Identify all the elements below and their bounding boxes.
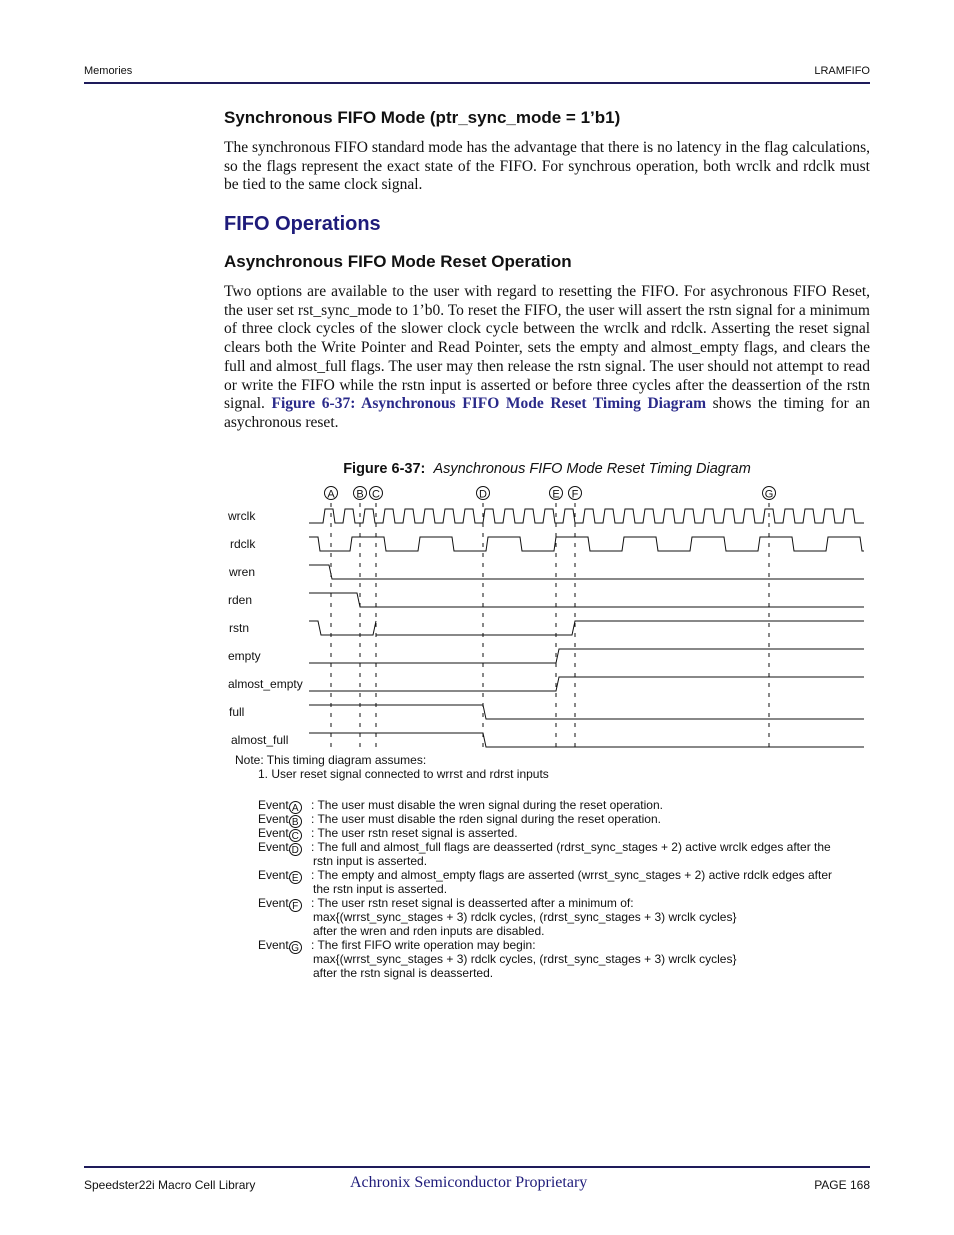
event-id-badge: G	[289, 941, 302, 954]
event-marker-label-a: A	[327, 488, 335, 501]
diagram-note-title: Note: This timing diagram assumes:	[235, 753, 427, 767]
event-description-text	[313, 896, 858, 938]
waveform-almost-full	[309, 733, 864, 747]
event-description-line: : The user must disable the rden signal during the reset operation.	[311, 812, 661, 826]
event-marker-label-f: F	[571, 488, 579, 501]
event-markers	[325, 487, 776, 501]
event-description-c	[258, 826, 858, 840]
event-description-text	[313, 798, 858, 812]
event-description-d	[258, 840, 858, 868]
waveform-almost-empty	[309, 677, 864, 691]
event-description-a	[258, 798, 858, 812]
reset-operation-heading: Asynchronous FIFO Mode Reset Operation	[224, 252, 572, 271]
event-description-f	[258, 896, 858, 938]
event-description-line: after the rstn signal is deasserted.	[313, 966, 494, 980]
event-word: Event	[258, 868, 289, 882]
signal-label-rden: rden	[228, 593, 253, 607]
waveform-wrclk	[309, 509, 864, 523]
event-marker-label-e: E	[552, 488, 560, 501]
footer-rule	[84, 1166, 870, 1168]
reset-paragraph-text-end: shows the timing for an asychronous reset.	[224, 395, 871, 431]
event-word: Event	[258, 812, 289, 826]
event-description-e	[258, 868, 858, 896]
event-description-line: : The user must disable the wren signal during the reset operation.	[311, 798, 663, 812]
signal-labels	[227, 509, 303, 747]
event-marker-label-b: B	[356, 488, 364, 501]
waveform-empty	[309, 649, 864, 663]
event-description-line: : The full and almost_full flags are deasserted (rdrst_sync_stages + 2) active wrclk edges after the	[311, 840, 831, 854]
waveform-rstn	[309, 621, 864, 635]
waveform-wren	[309, 565, 864, 579]
figure-cross-reference-link[interactable]: Figure 6-37: Asynchronous FIFO Mode Reset Timing Diagram	[271, 395, 706, 413]
footer-proprietary-notice: Achronix Semiconductor Proprietary	[350, 1174, 588, 1191]
sync-mode-heading: Synchronous FIFO Mode (ptr_sync_mode = 1’b1)	[224, 108, 621, 127]
event-description-text	[313, 938, 858, 980]
event-description-text	[313, 826, 858, 840]
event-id-badge: B	[289, 815, 302, 828]
figure-title: Asynchronous FIFO Mode Reset Timing Diagram	[433, 461, 751, 477]
signal-label-full: full	[229, 705, 245, 719]
signal-label-empty: empty	[228, 649, 261, 663]
event-word: Event	[258, 798, 289, 812]
event-description-line: : The user rstn reset signal is deasserted after a minimum of:	[311, 896, 634, 910]
event-marker-label-d: D	[479, 488, 487, 501]
waveform-rden	[309, 593, 864, 607]
sync-mode-paragraph: The synchronous FIFO standard mode has the advantage that there is no latency in the flag calculations, so the flags represent the exact state of the FIFO. For synchrous operation, both wrclk and rdclk must be tied to the same clock signal.	[224, 139, 870, 194]
event-word: Event	[258, 896, 289, 910]
figure-number: Figure 6-37:	[343, 461, 426, 477]
event-description-b	[258, 812, 858, 826]
event-description-line: : The empty and almost_empty flags are asserted (wrrst_sync_stages + 2) active rdclk edges after	[311, 868, 833, 882]
event-marker-label-c: C	[372, 488, 380, 501]
event-id-badge: C	[289, 829, 302, 842]
signal-label-wren: wren	[229, 565, 256, 579]
reset-paragraph-text: Two options are available to the user with regard to resetting the FIFO. For asychronous FIFO Reset, the user set rst_sync_mode to 1’b0. To reset the FIFO, the user will assert the rstn signal for a minimum of three clock cycles of the slower clock cycle between the wrclk and rdclk. Asserting the reset signal clears both the Write Pointer and Read Pointer, sets the empty and almost_empty flags, and clears the full and almost_full flags. The user may then release the rstn signal. The user should not attempt to read or write the FIFO while the rstn input is asserted or before three cycles after the deassertion of the rstn signal.	[224, 283, 870, 413]
event-id-badge: E	[289, 871, 302, 884]
event-description-g	[258, 938, 858, 980]
waveform-rdclk	[309, 537, 864, 551]
event-description-line: max{(wrrst_sync_stages + 3) rdclk cycles, (rdrst_sync_stages + 3) wrclk cycles}	[313, 952, 737, 966]
footer-page-number: PAGE 168	[814, 1178, 870, 1192]
signal-label-rdclk: rdclk	[230, 537, 256, 551]
signal-label-rstn: rstn	[229, 621, 250, 635]
event-word: Event	[258, 826, 289, 840]
running-header-section: Memories	[84, 65, 133, 77]
footer-product-name: Speedster22i Macro Cell Library	[84, 1178, 256, 1192]
event-description-line: after the wren and rden inputs are disabled.	[313, 924, 545, 938]
event-description-line: the rstn input is asserted.	[313, 882, 448, 896]
waveforms	[309, 509, 864, 747]
fifo-operations-heading: FIFO Operations	[224, 213, 381, 235]
running-header-topic: LRAMFIFO	[814, 65, 870, 77]
event-id-badge: F	[289, 899, 302, 912]
event-description-line: : The first FIFO write operation may begin:	[311, 938, 536, 952]
event-description-text	[313, 812, 858, 826]
event-id-badge: A	[289, 801, 302, 814]
waveform-full	[309, 705, 864, 719]
event-description-line: : The user rstn reset signal is asserted.	[311, 826, 518, 840]
event-description-line: rstn input is asserted.	[313, 854, 428, 868]
diagram-note-item: 1. User reset signal connected to wrrst and rdrst inputs	[258, 767, 549, 781]
event-description-line: max{(wrrst_sync_stages + 3) rdclk cycles, (rdrst_sync_stages + 3) wrclk cycles}	[313, 910, 737, 924]
event-guide-lines	[331, 503, 769, 750]
event-marker-label-g: G	[764, 488, 774, 501]
signal-label-almost-empty: almost_empty	[228, 677, 303, 691]
event-word: Event	[258, 840, 289, 854]
event-description-text	[313, 840, 858, 868]
signal-label-almost-full: almost_full	[231, 733, 289, 747]
signal-label-wrclk: wrclk	[228, 509, 256, 523]
event-description-text	[313, 868, 858, 896]
event-id-badge: D	[289, 843, 302, 856]
event-word: Event	[258, 938, 289, 952]
